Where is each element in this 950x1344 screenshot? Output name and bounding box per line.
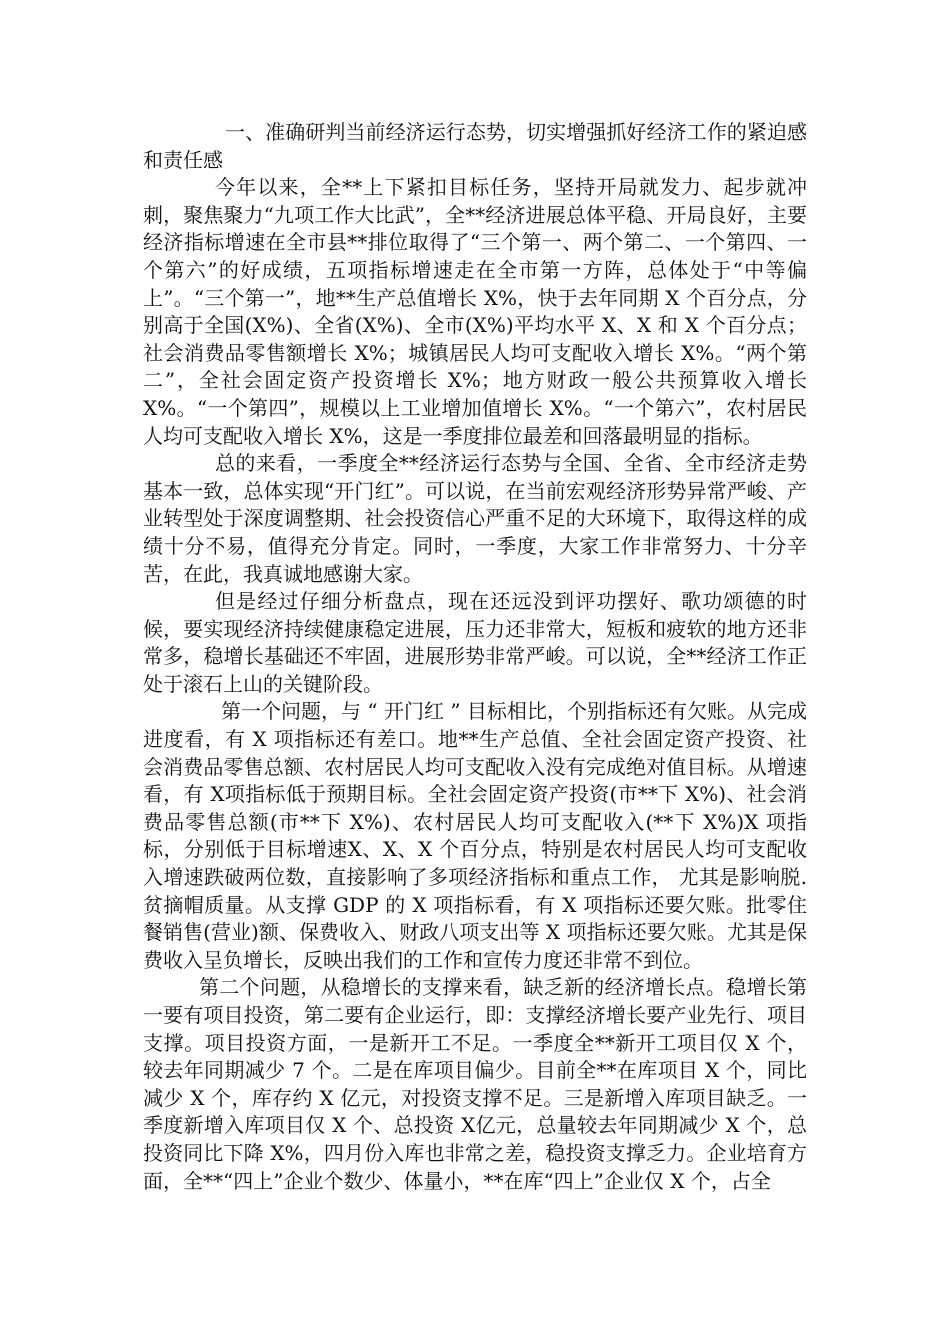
- paragraph-second-issue: 第二个问题，从稳增长的支撑来看，缺乏新的经济增长点。稳增长第一要有项目投资，第二要有企业运行，即：支撑经济增长要产业先行、项目支撑。项目投资方面，一是新开工不足。一季度全**新开工项目仅 X 个，较去年同期减少 7 个。二是在库项目偏少。目前全**在库项目 X 个，同比减少 X 个，库存约 X 亿元，对投资支撑不足。三是新增入库项目缺乏。一季度新增入库项目仅 X 个、总投资 X亿元，总量较去年同期减少 X 个，总投资同比下降 X%，四月份入库也非常之差，稳投资支撑乏力。企业培育方面，全**“四上”企业个数少、体量小，**在库“四上”企业仅 X 个，占全: [143, 975, 807, 1193]
- paragraph-first-issue: 第一个问题，与 “ 开门红 ” 目标相比，个别指标还有欠账。从完成进度看，有 X 项指标还有差口。地**生产总值、全社会固定资产投资、社会消费品零售总额、农村居民人均可支配收入没有完成绝对值目标。从增速看，有 X项指标低于预期目标。全社会固定资产投资(市**下 X%)、社会消费品零售总额(市**下 X%)、农村居民人均可支配收入(**下 X%)X 项指标，分别低于目标增速X、X、X 个百分点，特别是农村居民人均可支配收入增速跌破两位数，直接影响了多项经济指标和重点工作， 尤其是影响脱.贫摘帽质量。从支撑 GDP 的 X 项指标看，有 X 项指标还要欠账。批零住餐销售(营业)额、保费收入、财政八项支出等 X 项指标还要欠账。尤其是保费收入呈负增长，反映出我们的工作和宣传力度还非常不到位。: [143, 699, 807, 972]
- document-body: [143, 119, 807, 1195]
- section-heading: 一、准确研判当前经济运行态势，切实增强抓好经济工作的紧迫感和责任感: [143, 120, 807, 172]
- paragraph-economic-overview: 今年以来，全**上下紧扣目标任务，坚持开局就发力、起步就冲刺，聚焦聚力“九项工作大比武”，全**经济进展总体平稳、开局良好，主要经济指标增速在全市县**排位取得了“三个第一、两个第二、一个第四、一个第六”的好成绩，五项指标增速走在全市第一方阵，总体处于“中等偏上”。“三个第一”，地**生产总值增长 X%，快于去年同期 X 个百分点，分别高于全国(X%)、全省(X%)、全市(X%)平均水平 X、X 和 X 个百分点；社会消费品零售额增长 X%；城镇居民人均可支配收入增长 X%。“两个第二”，全社会固定资产投资增长 X%；地方财政一般公共预算收入增长 X%。“一个第四”，规模以上工业增加值增长 X%。“一个第六”，农村居民人均可支配收入增长 X%，这是一季度排位最差和回落最明显的指标。: [143, 175, 807, 448]
- paragraph-summary: 总的来看，一季度全**经济运行态势与全国、全省、全市经济走势基本一致，总体实现“开门红”。可以说，在当前宏观经济形势异常严峻、产业转型处于深度调整期、社会投资信心严重不足的大环境下，取得这样的成绩十分不易，值得充分肯定。同时，一季度，大家工作非常努力、十分辛苦，在此，我真诚地感谢大家。: [143, 451, 807, 586]
- paragraph-challenges: 但是经过仔细分析盘点，现在还远没到评功摆好、歌功颂德的时候，要实现经济持续健康稳定进展，压力还非常大，短板和疲软的地方还非常多，稳增长基础还不牢固，进展形势非常严峻。可以说，全**经济工作正处于滚石上山的关键阶段。: [143, 589, 807, 696]
